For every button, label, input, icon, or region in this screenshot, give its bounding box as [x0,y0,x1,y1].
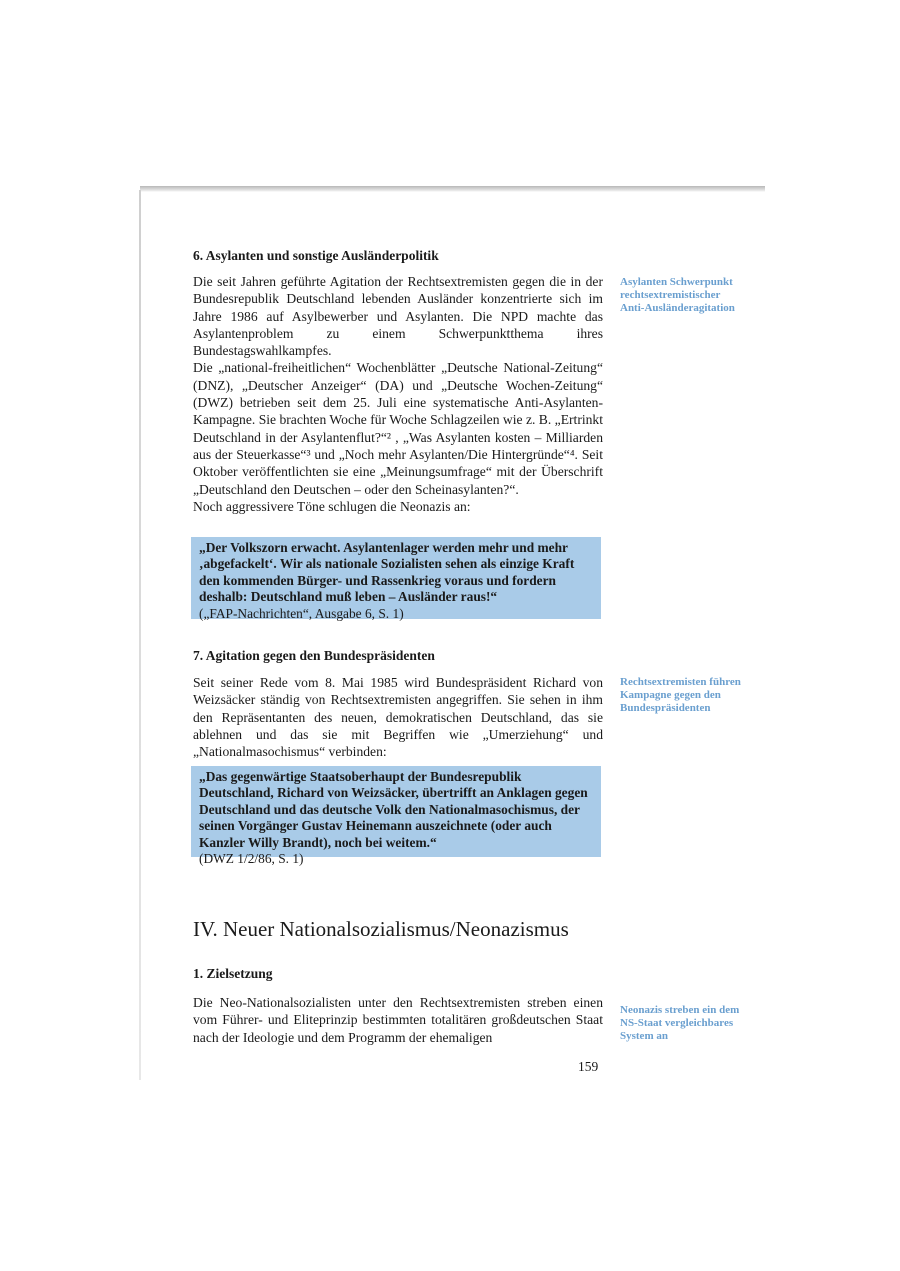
section-1-text [193,994,603,1046]
section-7-heading: 7. Agitation gegen den Bundespräsidenten [193,648,435,663]
quote-source: (DWZ 1/2/86, S. 1) [199,851,304,867]
quote-text: „Das gegenwärtige Staatsoberhaupt der Bundesrepublik Deutschland, Richard von Weizsäcker, übertrifft an Anklagen gegen Deutschland und das deutsche Volk den Nationalmasochismus, der seinen Vorgänger Gustav Heinemann auszeichnete (oder auch Kanzler Willy Brandt), noch bei weitem.“ [199,769,588,850]
section-6-paragraph-1: Die seit Jahren geführte Agitation der Rechtsextremisten gegen die in der Bundesrepublik Deutschland lebenden Ausländer konzentrierte sich im Jahre 1986 auf Asylbewerber und Asylanten. Die NPD machte das Asylantenproblem zu einem Schwerpunktthema ihres Bundestagswahlkampfes. [193,274,603,359]
page-edge-top [140,186,765,192]
section-6-text [193,273,603,515]
quote-dwz [191,766,601,867]
section-7-text [193,674,603,760]
margin-note-bundespraesident: Rechtsextremisten führen Kampagne gegen den Bundespräsidenten [620,676,741,714]
page-number: 159 [578,1059,599,1074]
section-1-heading: 1. Zielsetzung [193,966,273,981]
margin-note-neonazis: Neonazis streben ein dem NS-Staat vergleichbares System an [620,1004,740,1042]
section-6-heading: 6. Asylanten und sonstige Ausländerpolitik [193,248,439,263]
page-edge-left [139,190,141,1080]
quote-fap-nachrichten [191,537,601,619]
chapter-title: IV. Neuer Nationalsozialismus/Neonazismus [193,917,569,941]
section-7-paragraph-1: Seit seiner Rede vom 8. Mai 1985 wird Bundespräsident Richard von Weizsäcker ständig von Rechtsextremisten angegriffen. Sie sehen in ihm den Repräsentanten des neuen, demokratischen Deutschland, das sie ablehnen und das sie mit Begriffen wie „Umerziehung“ und „Nationalmasochismus“ verbinden: [193,675,603,760]
quote-text: „Der Volkszorn erwacht. Asylantenlager werden mehr und mehr ‚abgefackelt‘. Wir als nationale Sozialisten sehen als einzige Kraft den kommenden Bürger- und Rassenkrieg voraus und fordern deshalb: Deutschland muß leben – Ausländer raus!“ [199,540,575,605]
margin-note-asylanten: Asylanten Schwerpunkt rechtsextremistischer Anti-Ausländeragitation [620,276,735,314]
section-6-paragraph-3: Noch aggressivere Töne schlugen die Neonazis an: [193,498,471,514]
section-6-paragraph-2: Die „national-freiheitlichen“ Wochenblätter „Deutsche National-Zeitung“ (DNZ), „Deutscher Anzeiger“ (DA) und „Deutsche Wochen-Zeitung“ (DWZ) betrieben seit dem 25. Juli eine systematische Anti-Asylanten-Kampagne. Sie brachten Woche für Woche Schlagzeilen wie z. B. „Ertrinkt Deutschland in der Asylantenflut?“² , „Was Asylanten kosten – Milliarden aus der Steuerkasse“³ und „Noch mehr Asylanten/Die Hintergründe“⁴. Seit Oktober veröffentlichten sie eine „Meinungsumfrage“ mit der Überschrift „Deutschland den Deutschen – oder den Scheinasylanten?“. [193,360,603,497]
quote-source: („FAP-Nachrichten“, Ausgabe 6, S. 1) [199,605,404,621]
section-1-paragraph-1: Die Neo-Nationalsozialisten unter den Rechtsextremisten streben einen vom Führer- und Eliteprinzip bestimmten totalitären großdeutschen Staat nach der Ideologie und dem Programm der ehemaligen [193,995,603,1045]
